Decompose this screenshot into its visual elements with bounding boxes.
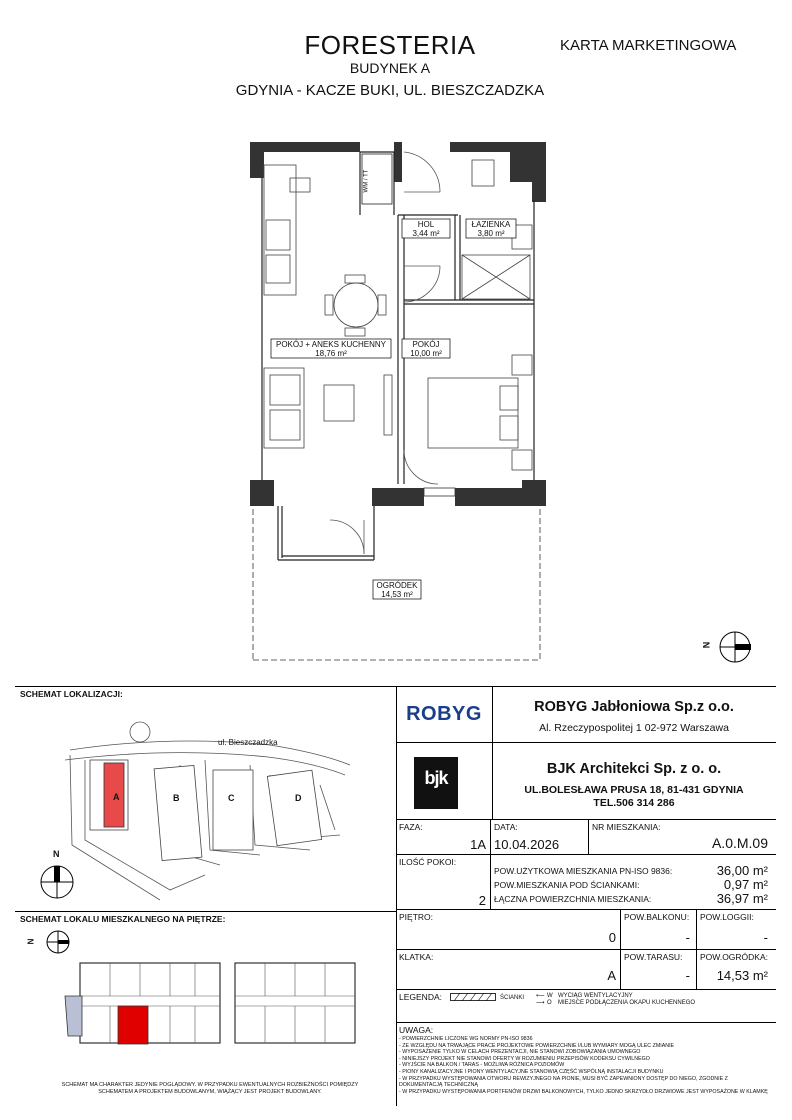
building-a-label: A xyxy=(113,792,120,802)
developer-name: ROBYG Jabłoniowa Sp.z o.o. xyxy=(534,699,734,715)
developer-address: Al. Rzeczypospolitej 1 02-972 Warszawa xyxy=(539,722,729,734)
pietro-label: PIĘTRO: xyxy=(399,912,434,922)
floor-schema-n: N xyxy=(26,938,36,945)
room-area: 10,00 m² xyxy=(410,349,442,358)
living-area: 18,76 m² xyxy=(315,349,347,358)
pow-uzytkowa-value: 36,00 m² xyxy=(716,863,768,878)
pow-uzytkowa-label: POW.UŻYTKOWA MIESZKANIA PN-ISO 9836: xyxy=(494,866,673,876)
uwaga-note: - WYJŚCIE NA BALKON / TARAS - MOŻLIWA RÓŻNICA POZIOMÓW xyxy=(399,1062,565,1069)
faza-label: FAZA: xyxy=(399,822,423,832)
pow-laczna-label: ŁĄCZNA POWIERZCHNIA MIESZKANIA: xyxy=(494,894,652,904)
pietro-value: 0 xyxy=(608,930,616,945)
garden-area: 14,53 m² xyxy=(381,590,413,599)
ogrodek-value: 14,53 m² xyxy=(716,968,768,983)
taras-label: POW.TARASU: xyxy=(624,952,683,962)
disclaimer-text: SCHEMAT MA CHARAKTER JEDYNIE POGLĄDOWY. W PRZYPADKU EWENTUALNYCH ROZBIEŻNOŚCI POMIĘDZY SCHEMATEM A PROJEKTEM BUDOWLANYM, WIĄŻĄCY JEST PROJEKT BUDOWLANY. xyxy=(61,1082,359,1095)
uwaga-note: - POWIERZCHNIE LICZONE WG NORMY PN-ISO 9836 xyxy=(399,1036,533,1042)
floor-schema-title: SCHEMAT LOKALU MIESZKALNEGO NA PIĘTRZE: xyxy=(20,914,226,924)
compass-n-label: N xyxy=(701,641,712,649)
uwaga-note: - W PRZYPADKU WYSTĘPOWANIA OTWORU REWIZYJNEGO NA PIONIE, MUSI BYĆ ZAPEWNIONY DOSTĘP DO NIEGO, ZGODNIE Z DOKUMENTACJĄ TECHNICZNĄ xyxy=(399,1075,728,1089)
bath-name: ŁAZIENKA xyxy=(471,220,511,229)
page-title: FORESTERIA xyxy=(304,30,476,60)
building-label: BUDYNEK A xyxy=(349,60,431,76)
data-value: 10.04.2026 xyxy=(494,837,560,852)
balkon-value: - xyxy=(685,930,690,945)
room-name: POKÓJ xyxy=(412,340,440,349)
uwaga-note: - W PRZYPADKU WYSTĘPOWANIA PORTFENÓW DRZWI BALKONOWYCH, TYLKO JEDNO SKRZYDŁO DRZWIOWE JEST WYPOSAŻONE W KLAMKĘ xyxy=(399,1088,768,1095)
legend-o: O xyxy=(547,1000,552,1006)
legend-scianki: ŚCIANKI xyxy=(500,995,525,1001)
taras-value: - xyxy=(685,968,690,983)
building-b-label: B xyxy=(173,793,180,803)
bjk-logo: bjk xyxy=(424,768,448,788)
balkon-label: POW.BALKONU: xyxy=(624,912,690,922)
legend-wyciag: WYCIĄG WENTYLACYJNY xyxy=(558,993,633,999)
uwaga-notes xyxy=(399,1036,771,1095)
wall-hatch-icon xyxy=(450,993,496,1001)
architect-address: UL.BOLESŁAWA PRUSA 18, 81-431 GDYNIA xyxy=(524,784,744,796)
living-name: POKÓJ + ANEKS KUCHENNY xyxy=(275,340,387,349)
legend-w: W xyxy=(547,993,553,999)
robyg-logo: ROBYG xyxy=(406,703,482,725)
faza-value: 1A xyxy=(470,837,486,852)
loggi-value: - xyxy=(763,930,768,945)
pow-scianki-label: POW.MIESZKANIA POD ŚCIANKAMI: xyxy=(494,880,640,890)
loggi-label: POW.LOGGII: xyxy=(700,912,754,922)
pow-laczna-value: 36,97 m² xyxy=(716,891,768,906)
hall-area: 3,44 m² xyxy=(412,229,440,238)
uwaga-note: - WYPOSAŻENIE TYLKO W CELACH PREZENTACJI, NIE STANOWI ZOBOWIĄZANIA UMOWNEGO xyxy=(399,1049,641,1056)
ilosc-label: ILOŚĆ POKOI: xyxy=(399,857,457,867)
floor-schema-map xyxy=(60,958,360,1053)
legend-w-arrow-icon: ⟵ xyxy=(536,993,545,999)
garden-name: OGRÓDEK xyxy=(376,581,418,590)
location-street-label: ul. Bieszczadzka xyxy=(218,738,278,747)
location-title: SCHEMAT LOKALIZACJI: xyxy=(20,689,123,699)
legend-o-arrow-icon: ⟶ xyxy=(536,1000,545,1006)
data-label: DATA: xyxy=(494,822,518,832)
legenda-label: LEGENDA: xyxy=(399,992,442,1002)
uwaga-note: - NINIEJSZY PROJEKT NIE STANOWI OFERTY W ROZUMIENIU PRZEPISÓW KODEKSU CYWILNEGO xyxy=(399,1055,650,1062)
ogrodek-label: POW.OGRÓDKA: xyxy=(700,952,769,962)
bath-area: 3,80 m² xyxy=(477,229,505,238)
compass-small-icon xyxy=(35,858,80,903)
uwaga-note: - PIONY KANALIZACYJNE I PIONY WENTYLACYJNE STANOWIĄ CZĘŚĆ WSPÓLNĄ INSTALACJI BUDYNKU xyxy=(399,1068,664,1075)
nr-value: A.0.M.09 xyxy=(711,835,768,851)
klatka-value: A xyxy=(607,968,616,983)
architect-name: BJK Architekci Sp. z o. o. xyxy=(546,761,722,777)
pow-scianki-value: 0,97 m² xyxy=(723,877,768,892)
nr-label: NR MIESZKANIA: xyxy=(592,822,661,832)
hall-name: HOL xyxy=(417,220,435,229)
architect-phone: TEL.506 314 286 xyxy=(593,797,675,809)
address-label: GDYNIA - KACZE BUKI, UL. BIESZCZADZKA xyxy=(235,82,545,99)
building-d-label: D xyxy=(295,793,302,803)
uwaga-label: UWAGA: xyxy=(399,1025,434,1035)
compass-small-n: N xyxy=(53,849,60,859)
legend-okap: MIEJSCE PODŁĄCZENIA OKAPU KUCHENNEGO xyxy=(558,1000,696,1006)
ilosc-value: 2 xyxy=(478,893,486,908)
uwaga-note: - ZE WZGLĘDU NA TRWAJĄCE PRACE PROJEKTOWE POWIERZCHNIE I/LUB WYMIARY MOGĄ ULEC ZMIANIE xyxy=(399,1042,675,1049)
klatka-label: KLATKA: xyxy=(399,952,434,962)
building-c-label: C xyxy=(228,793,235,803)
card-type-label: KARTA MARKETINGOWA xyxy=(560,37,737,54)
shaft-label: WM / TT xyxy=(363,169,370,193)
